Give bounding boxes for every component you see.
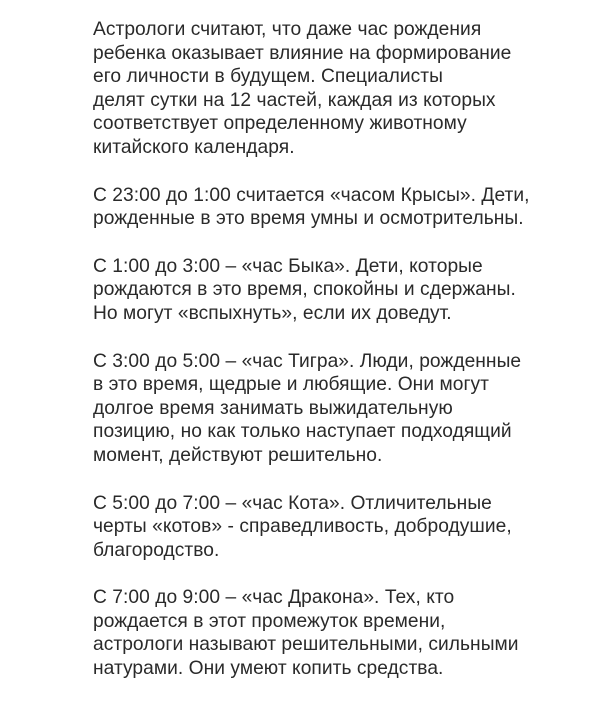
text-line: позицию, но как только наступает подходящий xyxy=(93,421,512,443)
text-line: соответствует определенному животному xyxy=(93,113,467,135)
text-line: рожденные в это время умны и осмотрительны. xyxy=(93,208,524,230)
text-line: благородство. xyxy=(93,539,220,561)
text-line: С 1:00 до 3:00 – «час Быка». Дети, которые xyxy=(93,255,483,277)
paragraph-intro xyxy=(93,18,593,160)
paragraph-tiger-hour xyxy=(93,350,593,468)
text-line: рождается в этот промежуток времени, xyxy=(93,610,446,632)
paragraph-ox-hour xyxy=(93,255,593,326)
text-line: Но могут «вспыхнуть», если их доведут. xyxy=(93,302,452,324)
paragraph-rat-hour xyxy=(93,184,593,231)
paragraph-dragon-hour xyxy=(93,586,593,680)
text-line: рождаются в это время, спокойны и сдержаны. xyxy=(93,279,516,301)
text-line: натурами. Они умеют копить средства. xyxy=(93,658,444,680)
text-line: его личности в будущем. Специалисты xyxy=(93,66,443,88)
text-line: долгое время занимать выжидательную xyxy=(93,397,453,419)
text-line: момент, действуют решительно. xyxy=(93,444,383,466)
text-line: ребенка оказывает влияние на формирование xyxy=(93,42,512,64)
article-text xyxy=(93,18,593,705)
text-line: С 7:00 до 9:00 – «час Дракона». Тех, кто xyxy=(93,587,455,609)
text-line: С 5:00 до 7:00 – «час Кота». Отличительные xyxy=(93,492,492,514)
text-line: в это время, щедрые и любящие. Они могут xyxy=(93,374,489,396)
text-line: С 23:00 до 1:00 считается «часом Крысы». Дети, xyxy=(93,184,530,206)
text-line: черты «котов» - справедливость, добродушие, xyxy=(93,516,512,538)
text-line: Астрологи считают, что даже час рождения xyxy=(93,19,482,40)
text-line: делят сутки на 12 частей, каждая из которых xyxy=(93,89,496,111)
text-line: С 3:00 до 5:00 – «час Тигра». Люди, рожденные xyxy=(93,350,522,372)
text-line: китайского календаря. xyxy=(93,136,295,158)
text-line: астрологи называют решительными, сильными xyxy=(93,634,519,656)
paragraph-cat-hour xyxy=(93,492,593,563)
